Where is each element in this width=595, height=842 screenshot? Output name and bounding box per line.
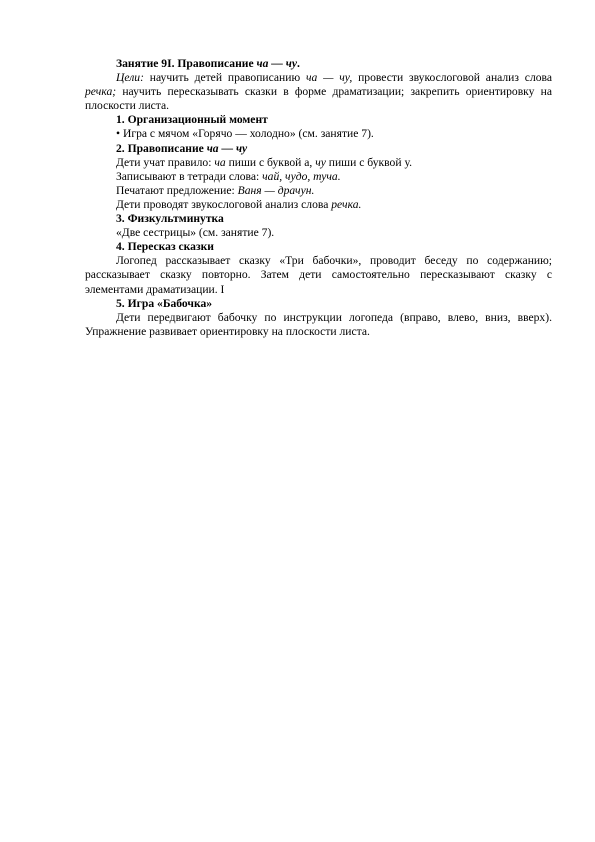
section-2-analysis	[85, 198, 552, 212]
write-text: Записывают в тетради слова:	[116, 169, 263, 183]
rule-emphasis-2: чу	[315, 155, 326, 169]
goals-emphasis-1: ча — чу,	[305, 71, 353, 85]
lesson-title-text: Занятие 9І. Правописание	[116, 57, 257, 70]
section-2-heading	[85, 142, 552, 156]
document-content	[85, 57, 552, 339]
section-1-line: • Игра с мячом «Горячо — холодно» (см. занятие 7).	[116, 127, 374, 141]
lesson-title-suffix: .	[297, 57, 300, 70]
section-4-heading: 4. Пересказ сказки	[116, 240, 214, 254]
print-emphasis: Ваня — драчун.	[237, 183, 315, 197]
rule-text-3: пиши с буквой у.	[325, 155, 412, 169]
section-5-heading: 5. Игра «Бабочка»	[116, 296, 213, 310]
analysis-emphasis: речка.	[331, 197, 362, 211]
goals-text-1: научить детей правописанию	[143, 71, 306, 85]
section-2-heading-emphasis: ча — чу	[206, 141, 248, 155]
rule-text-2: пиши с буквой а,	[225, 155, 316, 169]
rule-text-1: Дети учат правило:	[116, 155, 215, 169]
print-text: Печатают предложение:	[116, 183, 238, 197]
rule-emphasis-1: ча	[214, 155, 226, 169]
section-1-heading: 1. Организационный момент	[116, 113, 268, 127]
write-emphasis: чай, чудо, туча.	[262, 169, 341, 183]
goals-emphasis-2: речка;	[85, 85, 117, 99]
section-5-text: Дети передвигают бабочку по инструкции логопеда (вправо, влево, вниз, вверх). Упражнение развивает ориентировку на плоскости листа.	[85, 310, 552, 338]
section-2-rule	[85, 156, 552, 170]
analysis-text: Дети проводят звукослоговой анализ слова	[116, 197, 332, 211]
section-3-line: «Две сестрицы» (см. занятие 7).	[116, 226, 275, 240]
goals-text-3: научить пересказывать сказки в форме драматизации; закрепить ориентировку на плоскости листа.	[85, 85, 552, 113]
lesson-title	[85, 57, 552, 71]
goals-text-2: провести звукослоговой анализ слова	[352, 71, 552, 85]
goals-label: Цели:	[116, 71, 144, 85]
section-2-print	[85, 184, 552, 198]
lesson-title-emphasis: ча — чу	[256, 57, 297, 70]
lesson-goals	[85, 71, 552, 113]
section-2-write	[85, 170, 552, 184]
section-4-text: Логопед рассказывает сказку «Три бабочки», проводит беседу по содержанию; рассказывает сказку повторно. Затем дети самостоятельно пересказывают сказку с элементами драматизации. I	[85, 254, 552, 296]
section-3-heading: 3. Физкультминутка	[116, 212, 224, 226]
section-2-heading-text: 2. Правописание	[116, 141, 207, 155]
